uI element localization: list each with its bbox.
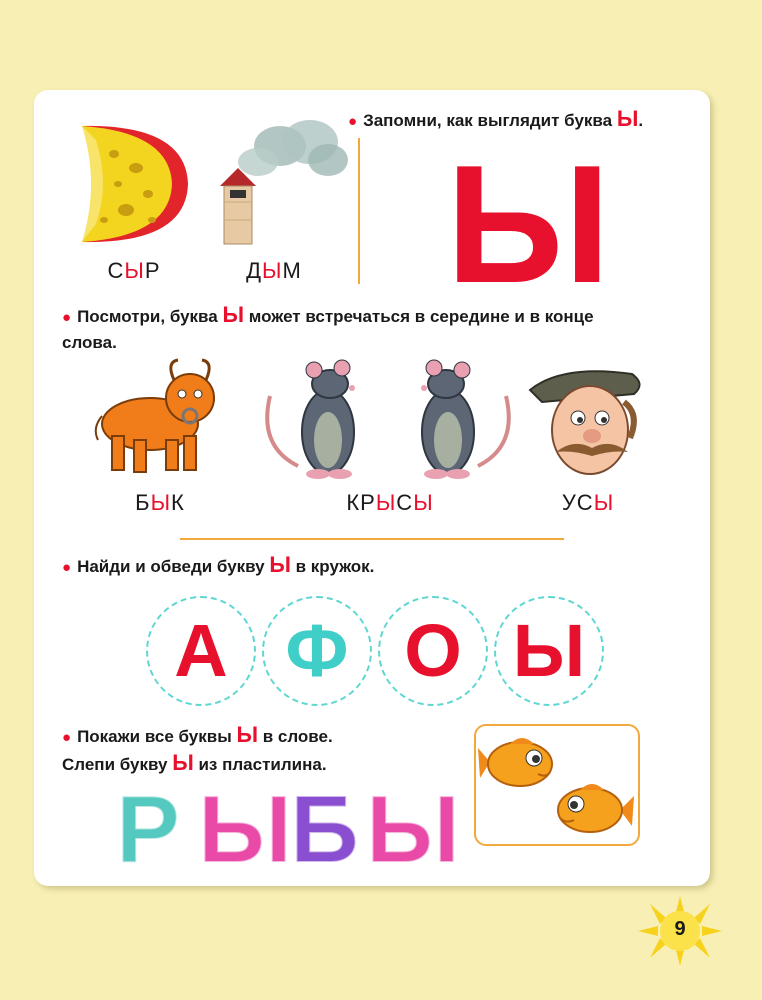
word-usy — [518, 490, 658, 516]
word-letter: КР — [346, 490, 376, 515]
word-letter-highlight: Ы — [375, 490, 397, 515]
fish-picture-frame — [474, 724, 640, 846]
letter-circle-y[interactable] — [494, 596, 604, 706]
instruction-1: ● Запомни, как выглядит буква Ы. — [348, 106, 644, 131]
instruction-4: ● Покажи все буквы Ы в слове. Слепи букву Ы из пластилина. — [62, 722, 333, 775]
vertical-divider — [358, 138, 360, 284]
circle-letter: А — [174, 609, 228, 692]
word-letter: С — [107, 258, 125, 283]
bullet-icon: ● — [62, 559, 72, 576]
word-letter: Б — [135, 490, 151, 515]
bull-illustration — [90, 356, 230, 480]
word-letter-highlight: Ы — [593, 490, 615, 515]
circle-letter: Ф — [285, 609, 349, 692]
chimney-smoke-illustration — [210, 116, 354, 248]
letter-circle-o[interactable] — [378, 596, 488, 706]
cheese-illustration — [74, 120, 194, 248]
bullet-icon: ● — [62, 729, 72, 746]
mustache-man-illustration — [522, 354, 652, 482]
clay-letter-y: Ы — [198, 776, 292, 883]
instruction-2: ● Посмотри, буква Ы может встречаться в середине и в конце слова. — [62, 302, 594, 352]
word-letter: С — [396, 490, 414, 515]
word-letter: К — [171, 490, 185, 515]
letter-circle-f[interactable] — [262, 596, 372, 706]
circle-letter: О — [404, 609, 462, 692]
circle-letter: Ы — [512, 609, 586, 692]
page-card — [34, 90, 710, 886]
highlight-letter: Ы — [172, 750, 194, 775]
page-number: 9 — [674, 918, 686, 940]
letter-circle-a[interactable] — [146, 596, 256, 706]
word-letter: Д — [246, 258, 263, 283]
horizontal-divider — [180, 538, 564, 540]
highlight-letter: Ы — [269, 552, 291, 577]
word-dym — [204, 258, 344, 284]
highlight-letter: Ы — [222, 302, 245, 327]
clay-letter-y2: Ы — [366, 776, 460, 883]
highlight-letter: Ы — [616, 106, 639, 131]
word-letter-highlight: Ы — [413, 490, 434, 515]
instruction-3: ● Найди и обведи букву Ы в кружок. — [62, 552, 375, 577]
clay-letter-r: Р — [116, 776, 181, 883]
big-letter: Ы — [446, 130, 605, 318]
word-krysy — [320, 490, 460, 516]
word-byk — [90, 490, 230, 516]
fish-illustration — [476, 726, 638, 844]
word-letter-highlight: Ы — [262, 258, 283, 283]
word-letter-highlight: Ы — [150, 490, 172, 515]
word-syr — [64, 258, 204, 284]
word-letter: М — [282, 258, 302, 283]
rats-illustration — [258, 356, 518, 482]
word-letter: УС — [561, 490, 594, 515]
clay-letter-b: Б — [290, 776, 359, 883]
word-letter: Р — [144, 258, 161, 283]
bullet-icon: ● — [348, 113, 358, 130]
word-letter-highlight: Ы — [124, 258, 145, 283]
highlight-letter: Ы — [236, 722, 258, 747]
bullet-icon: ● — [62, 309, 72, 326]
